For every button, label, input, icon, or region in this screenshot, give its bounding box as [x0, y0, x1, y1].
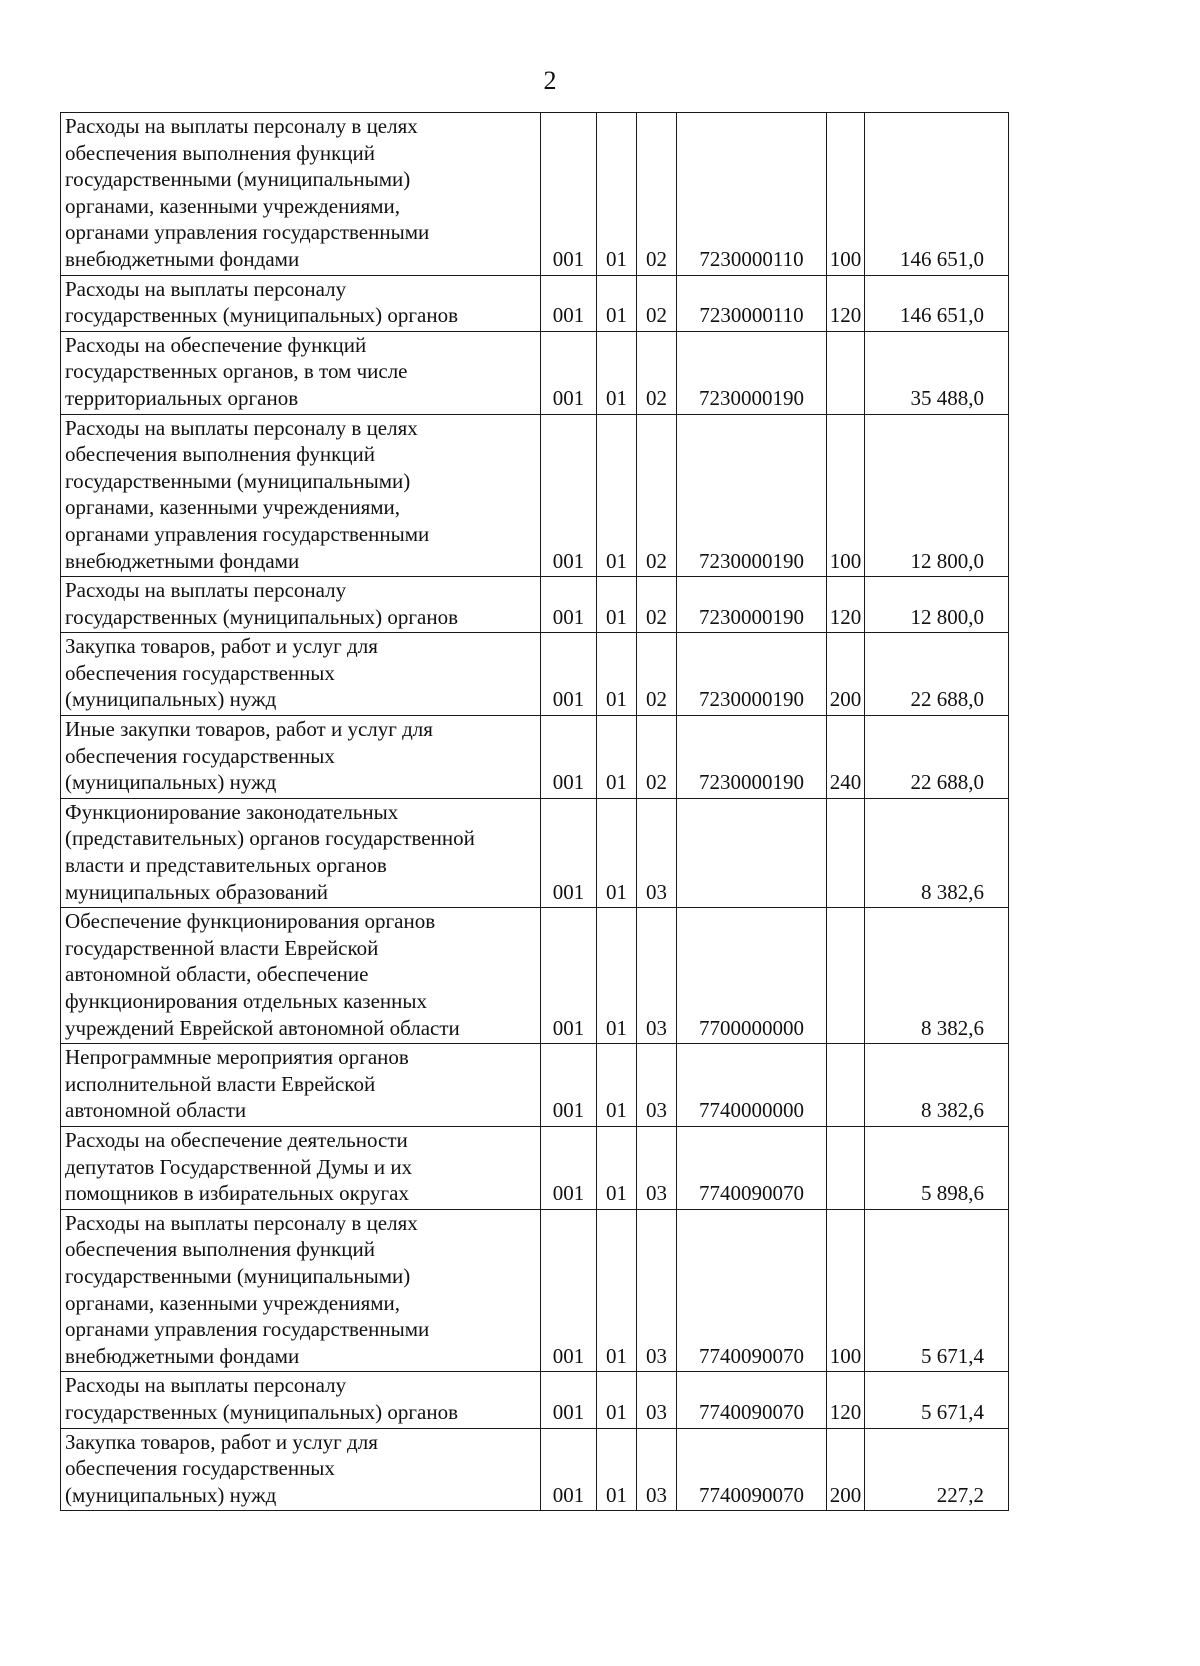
expense-type-code	[827, 331, 865, 414]
grbs-code: 001	[541, 1209, 597, 1372]
amount: 8 382,6	[865, 908, 1009, 1044]
subsection-code: 02	[637, 275, 677, 331]
expense-type-code	[827, 1044, 865, 1127]
grbs-code: 001	[541, 331, 597, 414]
expense-type-code: 100	[827, 414, 865, 577]
table-row	[61, 331, 1009, 414]
table-row	[61, 908, 1009, 1044]
target-article-code: 7230000190	[677, 716, 827, 799]
expense-type-code	[827, 908, 865, 1044]
amount: 12 800,0	[865, 414, 1009, 577]
section-code: 01	[597, 1209, 637, 1372]
section-code: 01	[597, 633, 637, 716]
section-code: 01	[597, 716, 637, 799]
subsection-code: 02	[637, 716, 677, 799]
grbs-code: 001	[541, 1044, 597, 1127]
section-code: 01	[597, 577, 637, 633]
subsection-code: 02	[637, 113, 677, 276]
section-code: 01	[597, 414, 637, 577]
expense-description: Расходы на выплаты персоналу государственных (муниципальных) органов	[61, 275, 541, 331]
budget-table	[60, 112, 1009, 1511]
amount: 146 651,0	[865, 113, 1009, 276]
expense-description: Расходы на выплаты персоналу в целях обеспечения выполнения функций государственными (муниципальными) органами, казенными учреждениями, органами управления государственными внебюджетными фондами	[61, 113, 541, 276]
grbs-code: 001	[541, 577, 597, 633]
grbs-code: 001	[541, 798, 597, 907]
expense-type-code: 200	[827, 633, 865, 716]
section-code: 01	[597, 1044, 637, 1127]
target-article-code: 7230000110	[677, 275, 827, 331]
amount: 146 651,0	[865, 275, 1009, 331]
grbs-code: 001	[541, 113, 597, 276]
table-row	[61, 1209, 1009, 1372]
expense-description: Иные закупки товаров, работ и услуг для обеспечения государственных (муниципальных) нужд	[61, 716, 541, 799]
target-article-code: 7230000190	[677, 633, 827, 716]
amount: 22 688,0	[865, 633, 1009, 716]
subsection-code: 03	[637, 908, 677, 1044]
section-code: 01	[597, 1428, 637, 1511]
amount: 35 488,0	[865, 331, 1009, 414]
subsection-code: 03	[637, 1044, 677, 1127]
grbs-code: 001	[541, 414, 597, 577]
expense-description: Расходы на обеспечение функций государственных органов, в том числе территориальных органов	[61, 331, 541, 414]
amount: 5 671,4	[865, 1209, 1009, 1372]
subsection-code: 03	[637, 1209, 677, 1372]
grbs-code: 001	[541, 716, 597, 799]
expense-type-code	[827, 798, 865, 907]
expense-type-code: 120	[827, 1372, 865, 1428]
target-article-code: 7230000190	[677, 577, 827, 633]
table-row	[61, 1428, 1009, 1511]
section-code: 01	[597, 275, 637, 331]
subsection-code: 03	[637, 1126, 677, 1209]
target-article-code: 7700000000	[677, 908, 827, 1044]
amount: 8 382,6	[865, 798, 1009, 907]
expense-type-code: 240	[827, 716, 865, 799]
expense-type-code: 200	[827, 1428, 865, 1511]
grbs-code: 001	[541, 1372, 597, 1428]
table-row	[61, 1126, 1009, 1209]
table-row	[61, 798, 1009, 907]
table-row	[61, 577, 1009, 633]
table-row	[61, 1372, 1009, 1428]
table-row	[61, 633, 1009, 716]
expense-type-code: 120	[827, 577, 865, 633]
target-article-code: 7740090070	[677, 1372, 827, 1428]
grbs-code: 001	[541, 633, 597, 716]
amount: 5 898,6	[865, 1126, 1009, 1209]
grbs-code: 001	[541, 1428, 597, 1511]
expense-description: Закупка товаров, работ и услуг для обеспечения государственных (муниципальных) нужд	[61, 1428, 541, 1511]
table-row	[61, 113, 1009, 276]
section-code: 01	[597, 1126, 637, 1209]
section-code: 01	[597, 1372, 637, 1428]
section-code: 01	[597, 113, 637, 276]
target-article-code: 7230000190	[677, 331, 827, 414]
amount: 12 800,0	[865, 577, 1009, 633]
expense-description: Расходы на выплаты персоналу в целях обеспечения выполнения функций государственными (муниципальными) органами, казенными учреждениями, органами управления государственными внебюджетными фондами	[61, 414, 541, 577]
section-code: 01	[597, 908, 637, 1044]
expense-description: Расходы на выплаты персоналу государственных (муниципальных) органов	[61, 1372, 541, 1428]
table-row	[61, 414, 1009, 577]
amount: 227,2	[865, 1428, 1009, 1511]
budget-table-body	[61, 113, 1009, 1511]
expense-description: Расходы на обеспечение деятельности депутатов Государственной Думы и их помощников в избирательных округах	[61, 1126, 541, 1209]
subsection-code: 02	[637, 577, 677, 633]
target-article-code: 7230000190	[677, 414, 827, 577]
target-article-code: 7740090070	[677, 1209, 827, 1372]
subsection-code: 03	[637, 798, 677, 907]
expense-description: Расходы на выплаты персоналу государственных (муниципальных) органов	[61, 577, 541, 633]
target-article-code: 7740000000	[677, 1044, 827, 1127]
amount: 5 671,4	[865, 1372, 1009, 1428]
grbs-code: 001	[541, 1126, 597, 1209]
subsection-code: 03	[637, 1428, 677, 1511]
amount: 22 688,0	[865, 716, 1009, 799]
expense-description: Непрограммные мероприятия органов исполнительной власти Еврейской автономной области	[61, 1044, 541, 1127]
expense-type-code: 120	[827, 275, 865, 331]
target-article-code: 7740090070	[677, 1428, 827, 1511]
section-code: 01	[597, 331, 637, 414]
table-row	[61, 275, 1009, 331]
grbs-code: 001	[541, 908, 597, 1044]
grbs-code: 001	[541, 275, 597, 331]
expense-type-code: 100	[827, 113, 865, 276]
target-article-code: 7230000110	[677, 113, 827, 276]
expense-description: Закупка товаров, работ и услуг для обеспечения государственных (муниципальных) нужд	[61, 633, 541, 716]
page-number: 2	[543, 66, 557, 95]
table-row	[61, 716, 1009, 799]
target-article-code: 7740090070	[677, 1126, 827, 1209]
expense-description: Обеспечение функционирования органов государственной власти Еврейской автономной области, обеспечение функционирования отдельных казенных учреждений Еврейской автономной области	[61, 908, 541, 1044]
target-article-code	[677, 798, 827, 907]
amount: 8 382,6	[865, 1044, 1009, 1127]
expense-type-code: 100	[827, 1209, 865, 1372]
expense-description: Расходы на выплаты персоналу в целях обеспечения выполнения функций государственными (муниципальными) органами, казенными учреждениями, органами управления государственными внебюджетными фондами	[61, 1209, 541, 1372]
expense-description: Функционирование законодательных (представительных) органов государственной власти и представительных органов муниципальных образований	[61, 798, 541, 907]
table-row	[61, 1044, 1009, 1127]
subsection-code: 02	[637, 331, 677, 414]
subsection-code: 03	[637, 1372, 677, 1428]
expense-type-code	[827, 1126, 865, 1209]
section-code: 01	[597, 798, 637, 907]
subsection-code: 02	[637, 633, 677, 716]
subsection-code: 02	[637, 414, 677, 577]
